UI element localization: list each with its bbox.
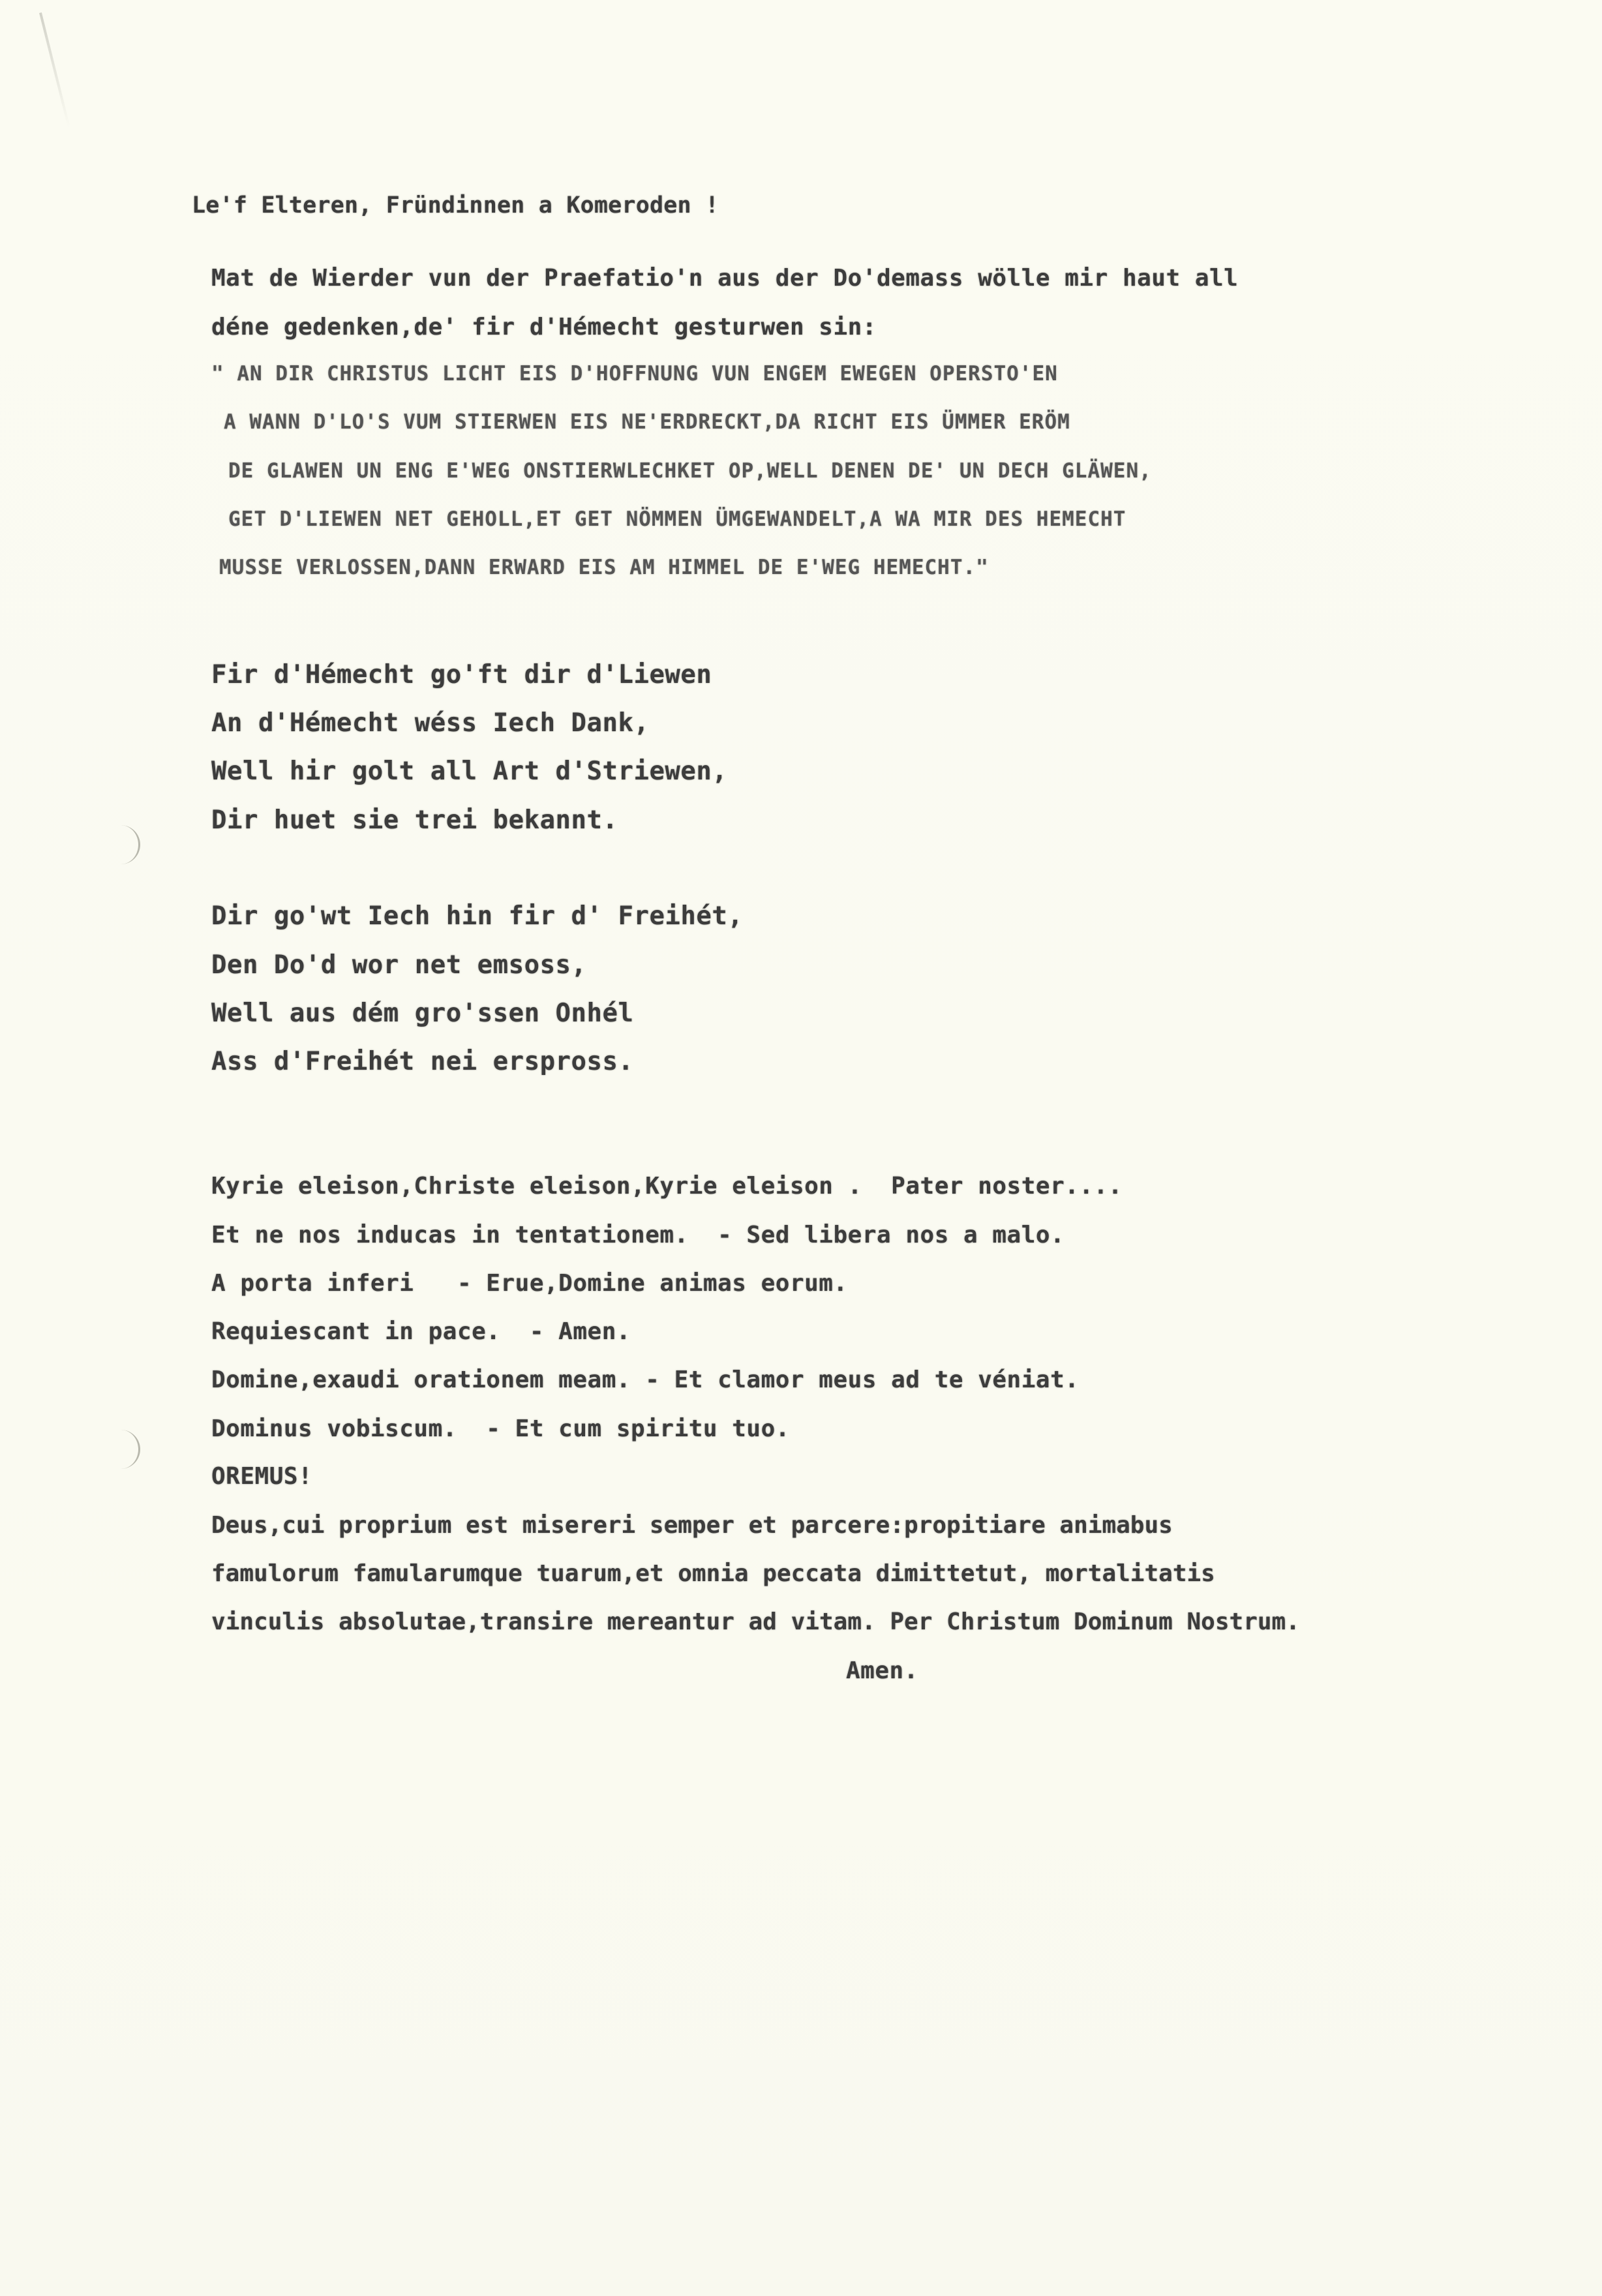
greeting-line: Le'f Elteren, Fründinnen a Komeroden ! (192, 192, 719, 219)
verse-line: An d'Hémecht wéss Iech Dank, (211, 708, 650, 738)
verse-line: Well aus dém gro'ssen Onhél (211, 999, 634, 1028)
prayer-line: Dominus vobiscum. - Et cum spiritu tuo. (211, 1415, 790, 1442)
verse-line: Fir d'Hémecht go'ft dir d'Liewen (211, 660, 712, 689)
prayer-line: Et ne nos inducas in tentationem. - Sed libera nos a malo. (211, 1222, 1065, 1248)
verse-line: Den Do'd wor net emsoss, (211, 950, 587, 980)
quote-line: A WANN D'LO'S VUM STIERWEN EIS NE'ERDRECKT,DA RICHT EIS ÜMMER ERÖM (224, 410, 1070, 434)
verse-line: Dir go'wt Iech hin fir d' Freihét, (211, 901, 744, 931)
verse-line: Well hir golt all Art d'Striewen, (211, 757, 728, 786)
quote-line: DE GLAWEN UN ENG E'WEG ONSTIERWLECHKET OP,WELL DENEN DE' UN DECH GLÄWEN, (228, 459, 1152, 483)
prayer-line: A porta inferi - Erue,Domine animas eorum. (211, 1270, 848, 1297)
verse-line: Dir huet sie trei bekannt. (211, 806, 618, 835)
prayer-line: Deus,cui proprium est misereri semper et parcere:propitiare animabus (211, 1512, 1173, 1539)
intro-line: Mat de Wierder vun der Praefatio'n aus der Do'demass wölle mir haut all (211, 265, 1239, 292)
prayer-line: Requiescant in pace. - Amen. (211, 1318, 631, 1345)
prayer-line: famulorum famularumque tuarum,et omnia peccata dimittetut, mortalitatis (211, 1560, 1215, 1587)
punch-hole-mark (119, 825, 140, 864)
paper-fold-mark (39, 12, 70, 127)
prayer-line: OREMUS! (211, 1463, 313, 1490)
prayer-line: Kyrie eleison,Christe eleison,Kyrie eleison . Pater noster.... (211, 1173, 1123, 1200)
intro-line: déne gedenken,de' fir d'Hémecht gesturwen sin: (211, 314, 877, 340)
prayer-line: Domine,exaudi orationem meam. - Et clamor meus ad te véniat. (211, 1367, 1080, 1393)
prayer-line: vinculis absolutae,transire mereantur ad vitam. Per Christum Dominum Nostrum. (211, 1609, 1300, 1635)
verse-line: Ass d'Freihét nei erspross. (211, 1047, 634, 1076)
punch-hole-mark (119, 1430, 140, 1469)
quote-line: GET D'LIEWEN NET GEHOLL,ET GET NÖMMEN ÜMGEWANDELT,A WA MIR DES HEMECHT (228, 507, 1126, 531)
quote-line: MUSSE VERLOSSEN,DANN ERWARD EIS AM HIMMEL DE E'WEG HEMECHT." (219, 556, 989, 579)
quote-line: " AN DIR CHRISTUS LICHT EIS D'HOFFNUNG VUN ENGEM EWEGEN OPERSTO'EN (211, 362, 1058, 385)
closing-amen: Amen. (846, 1657, 918, 1684)
